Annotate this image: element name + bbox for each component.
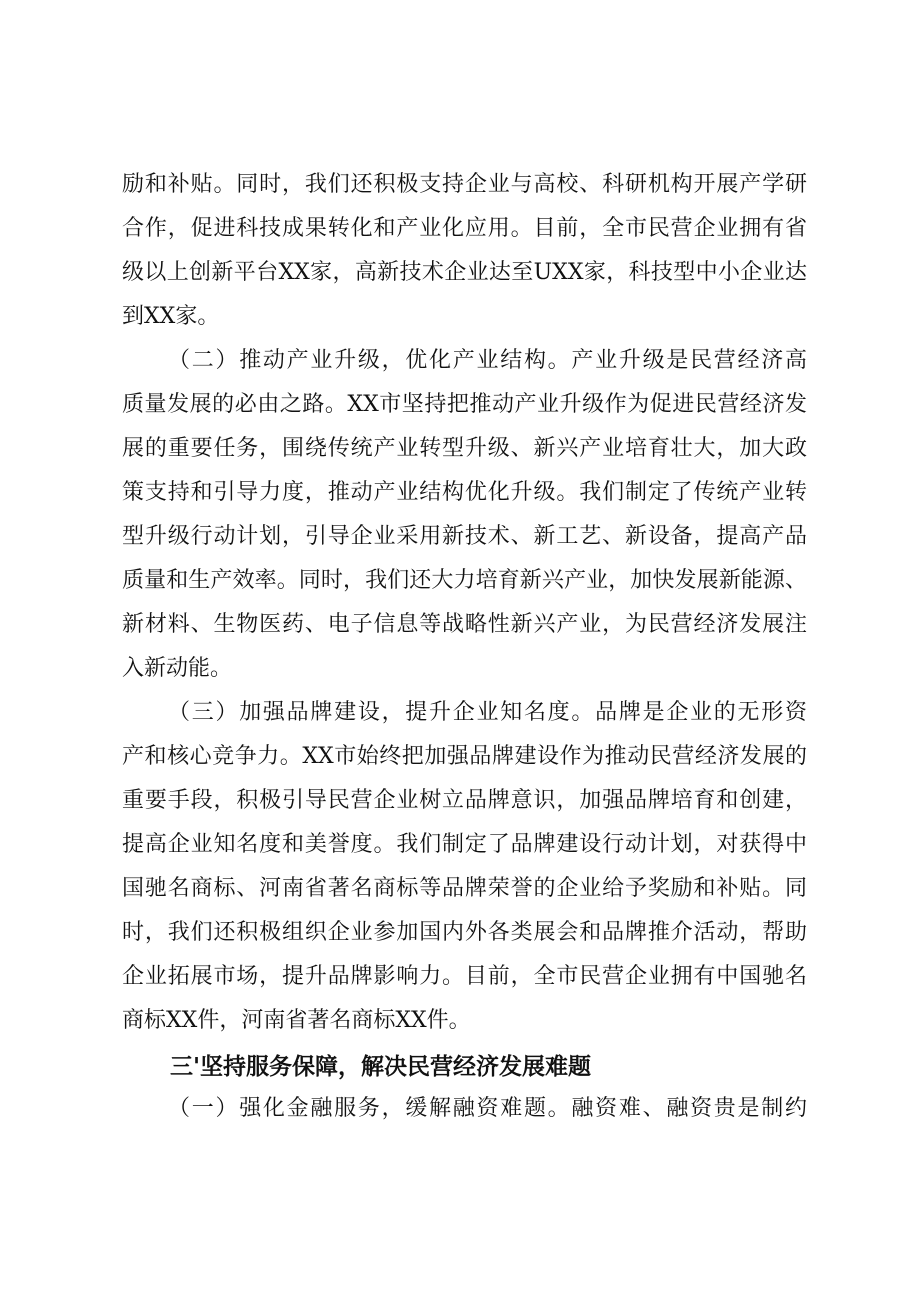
text-line: （一）强化金融服务，缓解融资难题。融资难、融资贵是制约	[168, 1096, 807, 1121]
text-line: 展的重要任务，围绕传统产业转型升级、新兴产业培育壮大，加大政	[122, 436, 807, 461]
text-line: 合作，促进科技成果转化和产业化应用。目前，全市民营企业拥有省	[122, 216, 807, 241]
text-line: 新材料、生物医药、电子信息等战略性新兴产业，为民营经济发展注	[122, 612, 807, 637]
text-line: 商标XX件，河南省著名商标XX件。	[122, 1008, 471, 1033]
text-line: （三）加强品牌建设，提升企业知名度。品牌是企业的无形资	[168, 700, 807, 725]
text-line: 质量发展的必由之路。XX市坚持把推动产业升级作为促进民营经济发	[122, 392, 807, 417]
text-line: 重要手段，积极引导民营企业树立品牌意识，加强品牌培育和创建，	[122, 788, 807, 813]
text-line: 提高企业知名度和美誉度。我们制定了品牌建设行动计划，对获得中	[122, 832, 807, 857]
text-line: 到XX家。	[122, 304, 220, 329]
text-line: 质量和生产效率。同时，我们还大力培育新兴产业，加快发展新能源、	[122, 568, 807, 593]
text-line: 励和补贴。同时，我们还积极支持企业与高校、科研机构开展产学研	[122, 172, 807, 197]
text-line: 型升级行动计划，引导企业采用新技术、新工艺、新设备，提高产品	[122, 524, 807, 549]
text-line: 级以上创新平台XX家，高新技术企业达至UXX家，科技型中小企业达	[122, 260, 807, 285]
text-line: （二）推动产业升级，优化产业结构。产业升级是民营经济高	[168, 348, 807, 373]
text-line: 企业拓展市场，提升品牌影响力。目前，全市民营企业拥有中国驰名	[122, 964, 807, 989]
text-line: 时，我们还积极组织企业参加国内外各类展会和品牌推介活动，帮助	[122, 920, 807, 945]
text-line: 入新动能。	[122, 656, 233, 681]
text-line: 产和核心竞争力。XX市始终把加强品牌建设作为推动民营经济发展的	[122, 744, 807, 769]
section-heading: 三'坚持服务保障，解决民营经济发展难题	[170, 1054, 592, 1080]
text-line: 策支持和引导力度，推动产业结构优化升级。我们制定了传统产业转	[122, 480, 807, 505]
text-line: 国驰名商标、河南省著名商标等品牌荣誉的企业给予奖励和补贴。同	[122, 876, 807, 901]
